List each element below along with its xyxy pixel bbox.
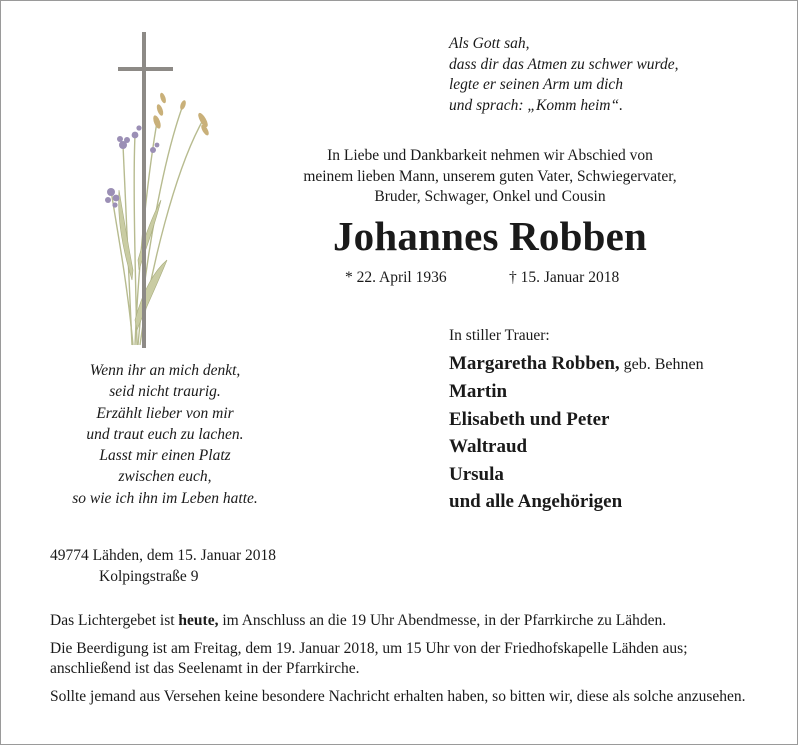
death-date: † 15. Januar 2018 xyxy=(509,269,620,286)
mourner-name: Margaretha Robben, xyxy=(449,353,620,374)
poem-left-line: und traut euch zu lachen. xyxy=(86,425,244,443)
notice-funeral: Die Beerdigung ist am Freitag, dem 19. Januar 2018, um 15 Uhr von der Friedhofskapelle Lähden aus; anschließend ist das Seelenamt in der Pfarrkirche. xyxy=(50,639,688,677)
place-date: 49774 Lähden, dem 15. Januar 2018 xyxy=(50,547,276,564)
street-address: Kolpingstraße 9 xyxy=(99,567,199,585)
notice-text: Das Lichtergebet ist xyxy=(50,612,179,629)
poem-top xyxy=(449,34,679,116)
notice-prayer xyxy=(50,611,765,632)
life-dates xyxy=(345,268,620,288)
poem-left-line: seid nicht traurig. xyxy=(109,383,221,401)
deceased-name: Johannes Robben xyxy=(332,213,648,259)
cross-with-wheat-icon xyxy=(105,30,215,352)
poem-top-line: und sprach: „Komm heim“. xyxy=(449,96,623,114)
poem-top-line: Als Gott sah, xyxy=(449,35,530,52)
mourners-list xyxy=(449,350,704,515)
service-notice xyxy=(50,611,765,714)
intro-line: In Liebe und Dankbarkeit nehmen wir Abschied von xyxy=(327,147,653,164)
address-block xyxy=(50,546,276,587)
mourner-maiden-name: geb. Behnen xyxy=(619,356,704,373)
poem-top-line: dass dir das Atmen zu schwer wurde, xyxy=(449,55,679,73)
mourners-label: In stiller Trauer: xyxy=(449,327,550,344)
mourner-item: Martin xyxy=(449,381,508,403)
poem-top-line: legte er seinen Arm um dich xyxy=(449,76,624,93)
poem-left xyxy=(40,360,290,509)
notice-text: im Anschluss an die 19 Uhr Abendmesse, in der Pfarrkirche zu Lähden. xyxy=(218,612,667,629)
poem-left-line: Wenn ihr an mich denkt, xyxy=(89,362,241,379)
birth-date: * 22. April 1936 xyxy=(345,269,447,286)
poem-left-line: zwischen euch, xyxy=(118,468,212,486)
poem-left-line: so wie ich ihn im Leben hatte. xyxy=(72,489,258,507)
intro-line: Bruder, Schwager, Onkel und Cousin xyxy=(374,188,606,205)
mourner-item xyxy=(449,350,704,378)
farewell-intro xyxy=(260,146,720,208)
intro-line: meinem lieben Mann, unserem guten Vater, Schwiegervater, xyxy=(303,167,677,185)
mourner-item: Waltraud xyxy=(449,436,528,458)
notice-no-message: Sollte jemand aus Versehen keine besondere Nachricht erhalten haben, so bitten wir, diese als solche anzusehen. xyxy=(50,687,746,705)
poem-left-line: Lasst mir einen Platz xyxy=(99,447,231,465)
mourner-item: Ursula xyxy=(449,463,504,485)
notice-emphasis: heute, xyxy=(178,612,219,629)
mourner-item: und alle Angehörigen xyxy=(449,491,623,513)
poem-left-line: Erzählt lieber von mir xyxy=(96,404,234,422)
mourner-item: Elisabeth und Peter xyxy=(449,408,610,430)
